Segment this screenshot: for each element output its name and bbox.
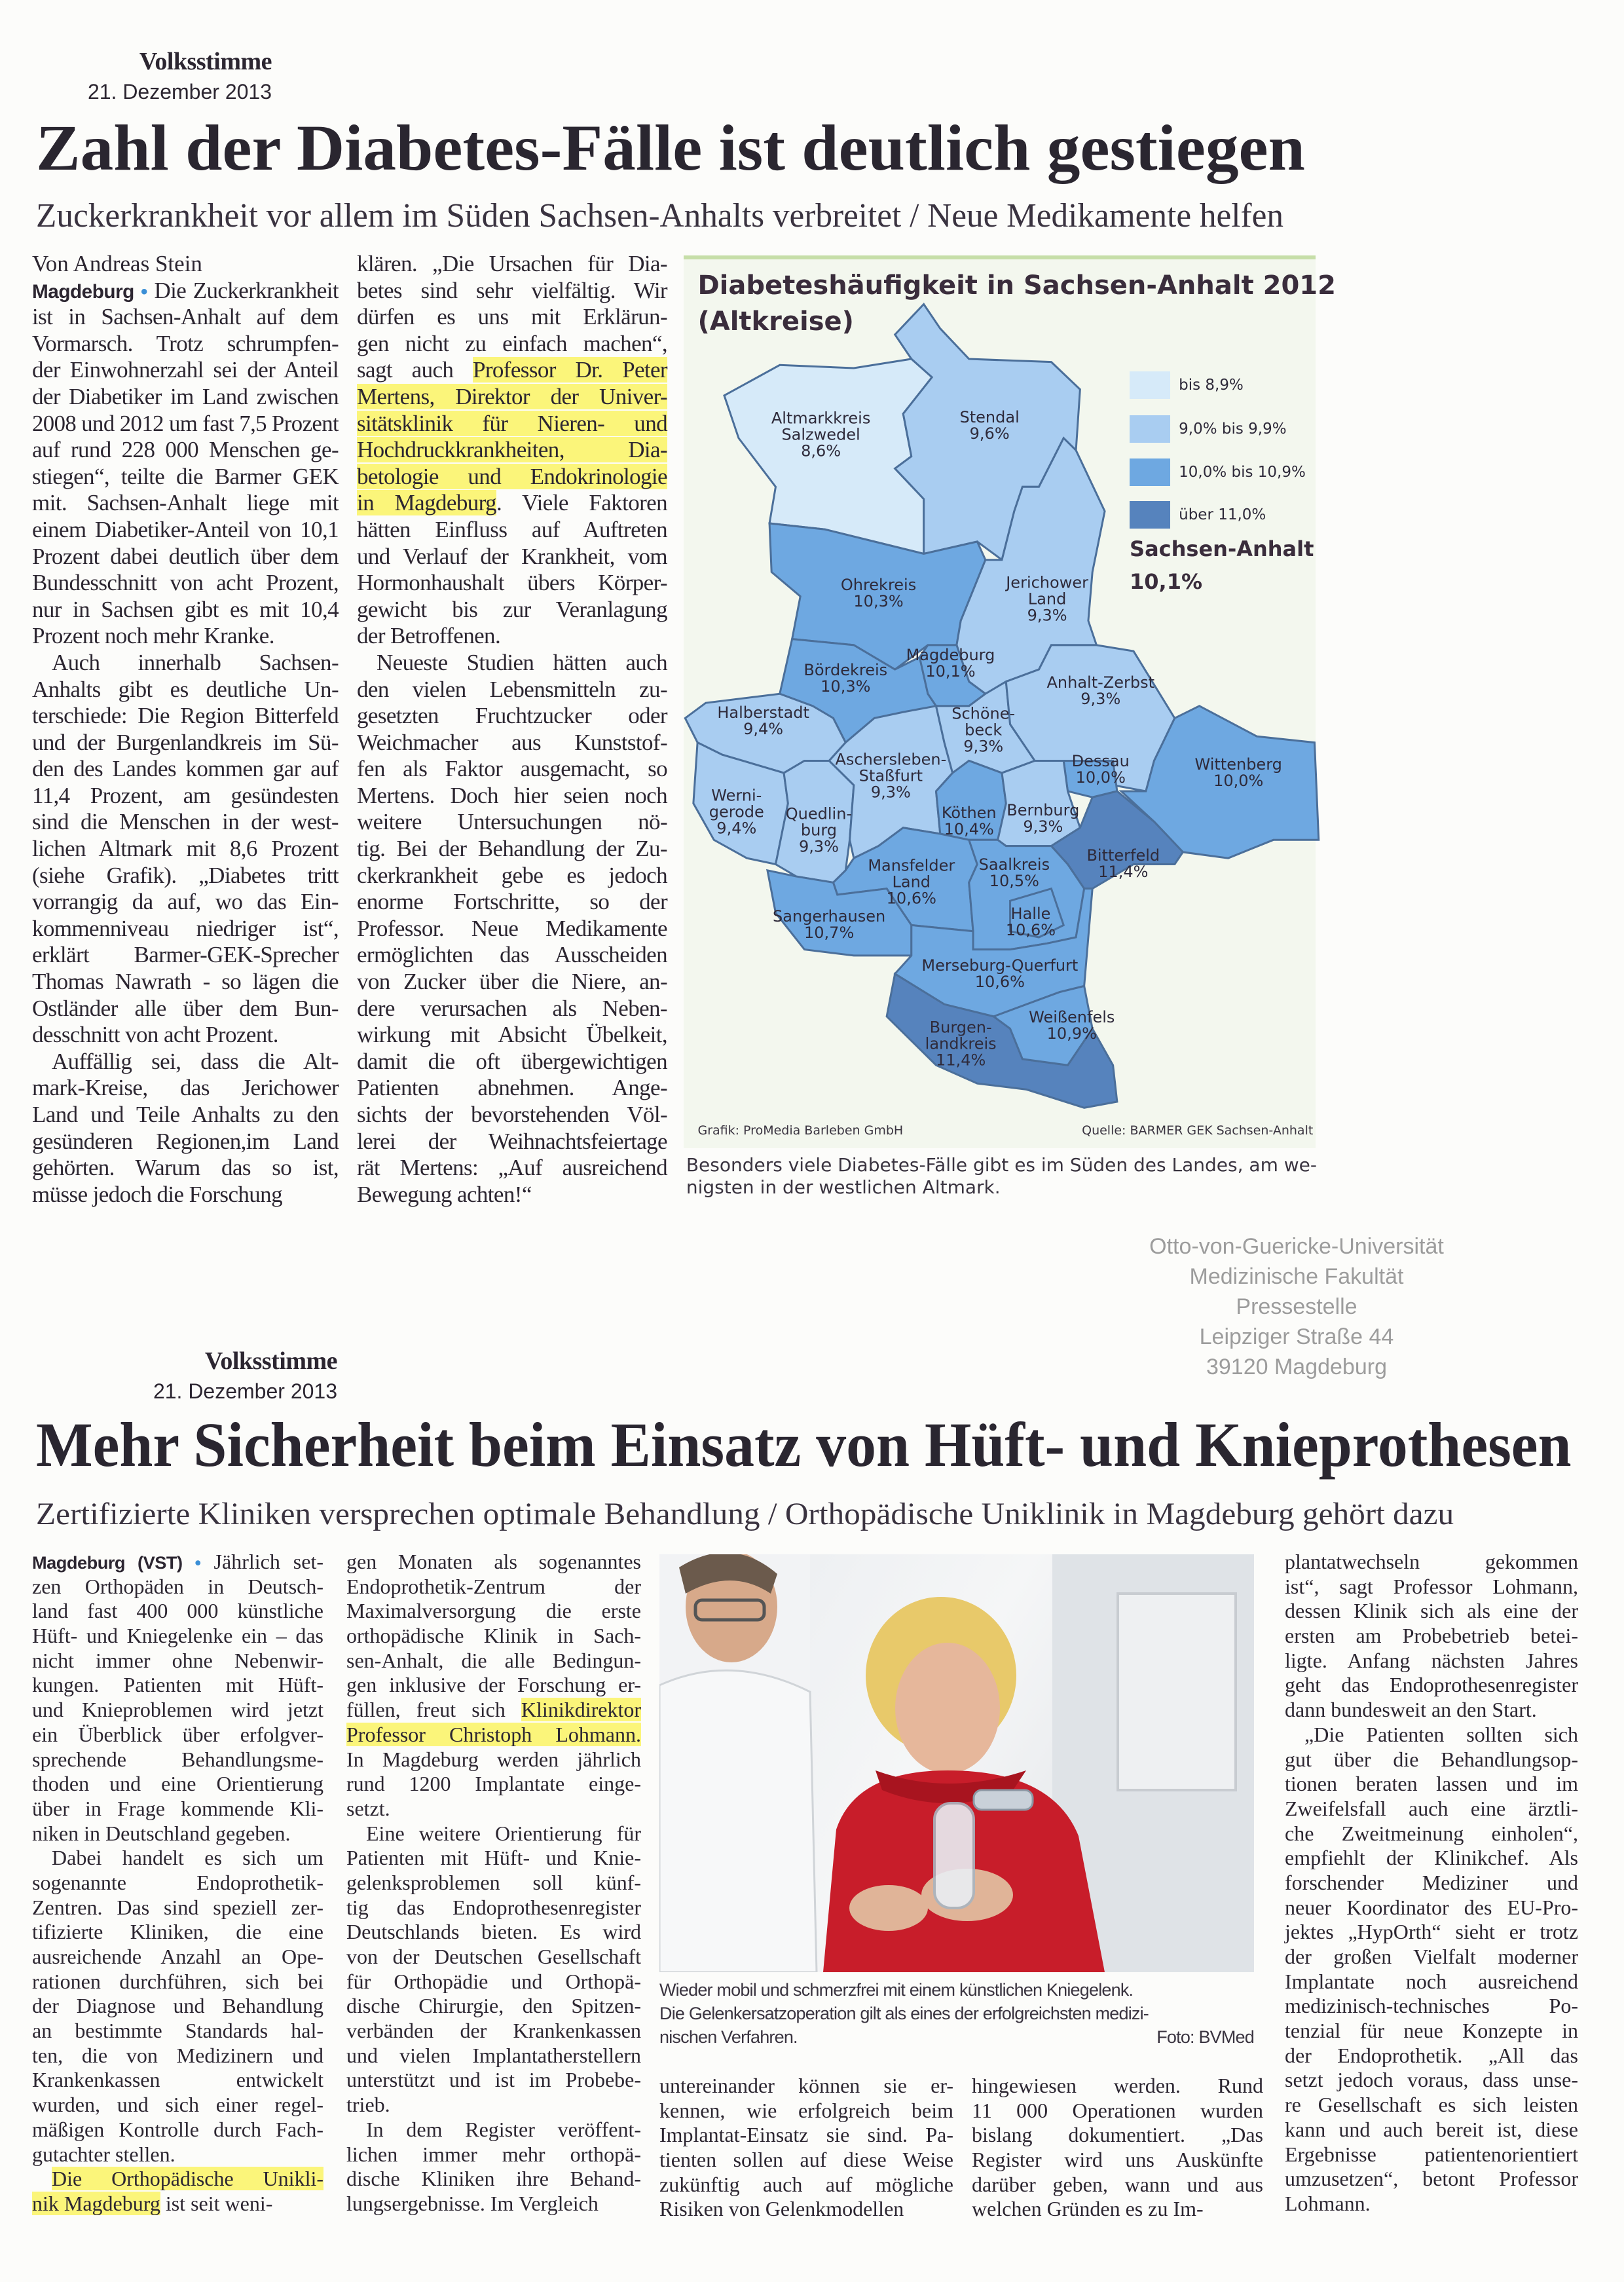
- column-text: [346, 1550, 641, 2217]
- text-line: [346, 1723, 641, 1748]
- text-line: Thomas Nawrath - so lägen die: [32, 969, 339, 995]
- data-source: Quelle: BARMER GEK Sachsen-Anhalt: [1082, 1123, 1314, 1138]
- region-label: [1047, 675, 1155, 707]
- column-text: [659, 2074, 953, 2222]
- region-label: [1006, 906, 1056, 939]
- region-value: 10,4%: [944, 820, 994, 839]
- legend-label: bis 8,9%: [1179, 376, 1244, 394]
- region-name: Köthen: [941, 804, 997, 823]
- text-line: der Betroffenen.: [357, 623, 501, 649]
- text-line: enorme Fortschritte, so der: [357, 889, 667, 915]
- text-line: ist“, sagt Professor Lohmann,: [1285, 1574, 1578, 1598]
- region-value: 10,7%: [804, 924, 855, 943]
- text-line: tienten sollen auf diese Weise: [659, 2148, 953, 2172]
- text-line: ligte. Anfang nächsten Jahres: [1285, 1648, 1578, 1672]
- text-line: sichts der bevorstehenden Völ-: [357, 1102, 667, 1127]
- region-label: [709, 788, 764, 837]
- text-line: kommenniveau niedriger ist“,: [32, 915, 339, 941]
- region-label: [921, 958, 1078, 990]
- region-name: Stendal: [959, 408, 1020, 427]
- headline: Mehr Sicherheit beim Einsatz von Hüft- und Knieprothesen: [36, 1410, 1572, 1480]
- text-line: Lohmann.: [1285, 2191, 1371, 2215]
- text-line: Prozent dabei deutlich über dem: [32, 543, 339, 569]
- text-line: niken in Deutschland gegeben.: [32, 1821, 291, 1845]
- text-line: bislang dokumentiert. „Das: [972, 2123, 1263, 2147]
- text-line: setzt jedoch voraus, dass unse-: [1285, 2068, 1578, 2092]
- highlighted-text: Professor Christoph Lohmann.: [346, 1722, 641, 1746]
- text-line: tig das Endoprothesenregister: [346, 1895, 641, 1919]
- text-line: Auffällig sei, dass die Alt-: [52, 1048, 339, 1074]
- region-value: 11,4%: [1098, 863, 1149, 882]
- text-line: welchen Gründen es zu Im-: [972, 2197, 1204, 2221]
- region-name: Jerichower Land: [1006, 573, 1088, 608]
- text-line: ersten am Probebetrieb betei-: [1285, 1624, 1578, 1648]
- text-line: In dem Register veröffent-: [366, 2117, 641, 2141]
- text-line: von Zucker über die Niere, an-: [357, 969, 667, 995]
- text-line: trieb.: [346, 2093, 390, 2117]
- text-line: hingewiesen werden. Rund: [972, 2074, 1263, 2097]
- region-name: Weißenfels: [1029, 1007, 1115, 1026]
- byline: Von Andreas Stein: [32, 251, 202, 276]
- region-name: Schöne- beck: [951, 704, 1016, 739]
- text-line: gutachter stellen.: [32, 2142, 175, 2166]
- text-line: tenzial für neue Konzepte in: [1285, 2019, 1578, 2043]
- text-line: gen inklusive der Forschung er-: [346, 1673, 641, 1697]
- column-text: [1285, 1550, 1578, 2217]
- text-line: unterstützt und ist im Probebe-: [346, 2068, 641, 2092]
- text-line: der Endoprothetik. „All das: [1285, 2043, 1578, 2067]
- text-line: gehörten. Warum das so ist,: [32, 1155, 339, 1181]
- text-line: dessen Klinik sich als eine der: [1285, 1599, 1578, 1623]
- legend-swatch: [1130, 415, 1171, 443]
- text-line: sagt auch Professor Dr. Peter: [357, 357, 667, 383]
- region-name: Merseburg-Querfurt: [921, 956, 1079, 975]
- subtitle: Zuckerkrankheit vor allem im Süden Sachsen-Anhalts verbreitet / Neue Medikamente helfen: [36, 197, 1283, 234]
- legend-swatch: [1130, 371, 1171, 399]
- text-line: re Gesellschaft es sich leisten: [1285, 2093, 1578, 2117]
- text-line: che Zweitmeinung einholen“,: [1285, 1821, 1578, 1845]
- text-line: von der Deutschen Gesellschaft: [346, 1945, 641, 1968]
- article1-column-1: [32, 251, 339, 1208]
- text-line: gut über die Behandlungsop-: [1285, 1747, 1578, 1771]
- text-line: vorrangig da auf, wo das Ein-: [32, 889, 339, 915]
- text-line: lichen Altmark mit 8,6 Prozent: [32, 836, 339, 862]
- legend-swatch: [1130, 458, 1171, 486]
- text-line: tionen beraten lassen und im: [1285, 1772, 1578, 1796]
- region-value: 10,3%: [853, 591, 904, 610]
- text-line: lungsergebnisse. Im Vergleich: [346, 2191, 599, 2215]
- text-line: sogenannte Endoprothetik-: [32, 1870, 323, 1894]
- text-line: einem Diabetiker-Anteil von 10,1: [32, 516, 339, 542]
- text-line: plantatwechseln gekommen: [1285, 1550, 1578, 1573]
- diabetes-map-graphic: [681, 255, 1336, 1205]
- region-value: 10,3%: [821, 677, 871, 696]
- text-line: der großen Vielfalt moderner: [1285, 1945, 1578, 1968]
- region-value: 10,0%: [1213, 772, 1264, 791]
- text-line: hätten Einfluss auf Auftreten: [357, 516, 667, 542]
- text-line: 2008 und 2012 um fast 7,5 Prozent: [32, 410, 339, 436]
- text-line: mit. Sachsen-Anhalt liege mit: [32, 490, 339, 516]
- text-line: Vormarsch. Trotz schrumpfen-: [32, 330, 339, 356]
- text-line: gesetzten Fruchtzucker oder: [357, 703, 667, 729]
- region-name: Mansfelder Land: [868, 856, 955, 891]
- text-line: gesünderen Regionen,im Land: [32, 1128, 339, 1154]
- text-line: Bewegung achten!“: [357, 1181, 532, 1207]
- state-value: 10,1%: [1130, 569, 1203, 594]
- text-line: lichen immer mehr orthopä-: [346, 2142, 641, 2166]
- region-value: 10,1%: [925, 662, 976, 681]
- photo-illustration: [659, 1554, 1254, 1972]
- legend-label: über 11,0%: [1179, 506, 1266, 523]
- text-line: tig. Bei der Behandlung der Zu-: [357, 836, 667, 862]
- region-value: 10,0%: [1075, 768, 1126, 787]
- region-value: 9,3%: [870, 783, 911, 802]
- text-line: Auch innerhalb Sachsen-: [52, 649, 339, 675]
- text-line: kennen, wie erfolgreich beim: [659, 2098, 953, 2122]
- text-line: ausreichende Anzahl an Ope-: [32, 1945, 323, 1968]
- text-line: In Magdeburg werden jährlich: [346, 1747, 641, 1771]
- text-line: Weichmacher aus Kunststof-: [357, 729, 667, 755]
- region-value: 9,3%: [1027, 606, 1067, 625]
- text-line: Land und Teile Anhalts zu den: [32, 1102, 339, 1127]
- text-line: lerei der Weihnachtsfeiertage: [357, 1128, 667, 1154]
- region-name: Wittenberg: [1194, 755, 1282, 774]
- text-line: dann bundesweit an den Start.: [1285, 1698, 1537, 1722]
- region-label: [868, 858, 955, 907]
- highlighted-text: betologie und Endokrinologie: [357, 463, 667, 489]
- text-line: und der Burgenlandkreis im Sü-: [32, 729, 339, 755]
- text-line: Register wird uns Auskünfte: [972, 2148, 1263, 2172]
- region-value: 8,6%: [801, 441, 841, 460]
- text-line: Hormonhaushalt übers Körper-: [357, 570, 667, 596]
- text-line: ermöglichten das Ausscheiden: [357, 942, 667, 968]
- text-line: Patienten abnehmen. Ange-: [357, 1075, 667, 1101]
- text-line: Magdeburg • Die Zuckerkrankheit: [32, 278, 339, 305]
- text-line: fen als Faktor ausgemacht, so: [357, 756, 667, 782]
- legend-swatch: [1130, 501, 1171, 529]
- text-line: und Verlauf der Krankheit, vom: [357, 543, 667, 569]
- legend-label: 9,0% bis 9,9%: [1179, 420, 1287, 438]
- stamp-line: Medizinische Fakultät: [1189, 1264, 1404, 1289]
- text-line: wirkung mit Absicht Übelkeit,: [357, 1022, 667, 1048]
- highlighted-text: Klinikdirektor: [521, 1698, 641, 1722]
- text-line: Professor. Neue Medikamente: [357, 915, 667, 941]
- subtitle: Zertifizierte Kliniken versprechen optimale Behandlung / Orthopädische Uniklinik in Magdeburg gehört dazu: [36, 1497, 1454, 1531]
- region-label: [906, 647, 995, 680]
- region-name: Dessau: [1071, 752, 1130, 771]
- stamp-line: Otto-von-Guericke-Universität: [1149, 1234, 1444, 1259]
- highlighted-text: Mertens, Direktor der Univer-: [357, 383, 667, 409]
- text-line: dere verursachen als Neben-: [357, 995, 667, 1021]
- highlighted-text: nik Magdeburg: [32, 2191, 160, 2215]
- stamp-line: Leipziger Straße 44: [1199, 1324, 1394, 1349]
- text-line: Eine weitere Orientierung für: [366, 1821, 641, 1845]
- text-line: Anhalts gibt es deutliche Un-: [32, 676, 339, 702]
- text-line: [32, 2167, 323, 2192]
- region-label: [951, 706, 1015, 755]
- highlighted-text: in Magdeburg: [357, 490, 496, 516]
- region-name: Bernburg: [1006, 800, 1080, 819]
- text-line: medizinisch-technisches Po-: [1285, 1994, 1578, 2018]
- column-text: [972, 2074, 1263, 2222]
- region-label: [771, 411, 871, 460]
- text-line: 11,4 Prozent, am gesündesten: [32, 782, 339, 808]
- text-line: umzusetzen“, betont Professor: [1285, 2167, 1578, 2191]
- text-line: müsse jedoch die Forschung: [32, 1181, 282, 1207]
- text-line: über in Frage kommende Kli-: [32, 1796, 323, 1820]
- article2-column-2: [346, 1550, 641, 2217]
- text-line: kungen. Patienten mit Hüft-: [32, 1673, 323, 1697]
- text-line: Patienten mit Hüft- und Knie-: [346, 1846, 641, 1870]
- text-line: darüber geben, wann und aus: [972, 2172, 1263, 2196]
- text-line: dische Kliniken ihre Behand-: [346, 2167, 641, 2191]
- region-value: 9,3%: [1023, 817, 1063, 836]
- region-label: [1006, 802, 1079, 835]
- region-value: 10,6%: [974, 972, 1025, 991]
- text-line: Ergebnisse patientenorientiert: [1285, 2142, 1578, 2166]
- region-label: [717, 705, 809, 738]
- text-line: desschnitt von acht Prozent.: [32, 1022, 278, 1048]
- highlighted-text: Professor Dr. Peter: [472, 357, 667, 383]
- newspaper-name: Volksstimme: [204, 1347, 337, 1375]
- region-name: Burgen- landkreis: [925, 1018, 997, 1053]
- column-text: [357, 251, 667, 1208]
- text-line: setzt.: [346, 1796, 390, 1820]
- text-line: jektes „HypOrth“ sieht er trotz: [1285, 1920, 1578, 1944]
- text-line: für Orthopädie und Orthopä-: [346, 1969, 641, 1993]
- text-line: ckerkrankheit gebe es jedoch: [357, 862, 667, 888]
- text-line: an bestimmte Standards hal-: [32, 2019, 323, 2043]
- region-label: [786, 806, 852, 855]
- text-line: rät Mertens: „Auf ausreichend: [357, 1155, 667, 1181]
- text-line: gelenksproblemen soll künf-: [346, 1870, 641, 1894]
- region-label: [1006, 575, 1088, 624]
- region-name: Altmarkkreis Salzwedel: [771, 409, 871, 444]
- press-office-stamp: [1113, 1231, 1480, 1382]
- text-line: sind die Menschen in der west-: [32, 809, 339, 835]
- text-line: nicht immer ohne Nebenwir-: [32, 1648, 323, 1672]
- article2-column-5: [1285, 1550, 1578, 2217]
- text-line: zen Orthopäden in Deutsch-: [32, 1574, 323, 1598]
- region-value: 10,5%: [989, 872, 1039, 891]
- region-label: [942, 805, 997, 838]
- photo-credit: Foto: BVMed: [1156, 2027, 1254, 2047]
- newspaper-name: Volksstimme: [139, 48, 272, 75]
- region-value: 10,9%: [1046, 1024, 1097, 1043]
- highlighted-text: sitätsklinik für Nieren- und: [357, 410, 667, 436]
- article2-column-3: [659, 2074, 953, 2222]
- text-line: ein Überblick über erfolgver-: [32, 1722, 323, 1746]
- column-text: [32, 1550, 323, 2217]
- text-line: Bundesschnitt von acht Prozent,: [32, 570, 339, 596]
- text-line: rationen durchführen, sich bei: [32, 1969, 323, 1993]
- text-line: in Magdeburg. Viele Faktoren: [357, 490, 667, 516]
- headline: Zahl der Diabetes-Fälle ist deutlich gestiegen: [36, 111, 1305, 184]
- text-line: gen Monaten als sogenanntes: [346, 1550, 641, 1573]
- region-name: Bördekreis: [803, 660, 888, 679]
- article-date: 21. Dezember 2013: [87, 80, 272, 103]
- region-name: Magdeburg: [906, 645, 995, 664]
- text-line: [357, 384, 667, 411]
- text-line: sprechende Behandlungsme-: [32, 1747, 323, 1771]
- text-line: orthopädische Klinik in Sach-: [346, 1624, 641, 1648]
- stamp-line: 39120 Magdeburg: [1206, 1355, 1387, 1379]
- text-line: und Knieproblemen wird jetzt: [32, 1698, 323, 1722]
- article-date: 21. Dezember 2013: [153, 1379, 337, 1403]
- article1-column-2: [357, 251, 667, 1208]
- text-line: [357, 437, 667, 464]
- map-subtitle: (Altkreise): [697, 307, 854, 337]
- region-value: 10,6%: [886, 889, 936, 908]
- map-caption: Besonders viele Diabetes-Fälle gibt es im Süden des Landes, am we- nigsten in der westlichen Altmark.: [686, 1153, 1317, 1198]
- highlighted-text: Die Orthopädische Unikli-: [52, 2167, 323, 2191]
- region-name: Bitterfeld: [1086, 846, 1160, 865]
- highlighted-text: Hochdruckkrankheiten, Dia-: [357, 437, 667, 463]
- photo-knee-implant: [659, 1554, 1254, 1972]
- text-line: klären. „Die Ursachen für Dia-: [357, 251, 667, 276]
- region-label: [979, 857, 1050, 889]
- legend-label: 10,0% bis 10,9%: [1179, 463, 1306, 481]
- text-line: dische Chirurgie, den Spitzen-: [346, 1994, 641, 2018]
- text-line: Risiken von Gelenkmodellen: [659, 2197, 904, 2221]
- region-name: Aschersleben- Staßfurt: [835, 750, 947, 785]
- text-line: rund 1200 Implantate einge-: [346, 1772, 641, 1796]
- region-name: Halle: [1010, 904, 1051, 923]
- text-line: nur in Sachsen gibt es mit 10,4: [32, 596, 339, 622]
- text-line: der Diagnose und Behandlung: [32, 1994, 323, 2018]
- text-line: tifizierte Kliniken, die eine: [32, 1920, 323, 1944]
- text-line: Zentren. Das sind speziell zer-: [32, 1895, 323, 1919]
- text-line: stiegen“, teilte die Barmer GEK: [32, 463, 339, 489]
- text-line: Zweifelsfall auch eine ärztli-: [1285, 1796, 1578, 1820]
- region-label: [925, 1019, 997, 1068]
- text-line: und vielen Implantatherstellern: [346, 2043, 641, 2067]
- text-line: gen nicht zu einfach machen“,: [357, 330, 667, 356]
- text-line: auf rund 228 000 Menschen ge-: [32, 437, 339, 463]
- text-line: den des Landes kommen gar auf: [32, 756, 339, 782]
- region-name: Anhalt-Zerbst: [1046, 673, 1155, 692]
- dateline: Magdeburg (VST) •: [32, 1552, 201, 1573]
- region-value: 9,3%: [963, 737, 1004, 756]
- text-line: (siehe Grafik). „Diabetes tritt: [32, 862, 339, 888]
- region-name: Ohrekreis: [840, 575, 917, 594]
- text-line: neuer Koordinator des EU-Pro-: [1285, 1895, 1578, 1919]
- text-line: nik Magdeburg ist seit weni-: [32, 2191, 273, 2215]
- text-line: Krankenkassen entwickelt: [32, 2068, 323, 2092]
- text-line: Dabei handelt es sich um: [52, 1846, 323, 1870]
- text-line: „Die Patienten sollten sich: [1304, 1722, 1578, 1746]
- text-line: Mertens. Doch hier seien noch: [357, 782, 667, 808]
- article2-column-1: [32, 1550, 323, 2217]
- region-label: [1086, 848, 1160, 880]
- region-name: Werni- gerode: [709, 786, 764, 821]
- region-label: [1072, 753, 1130, 786]
- map-title: Diabeteshäufigkeit in Sachsen-Anhalt 2012: [697, 271, 1336, 301]
- text-line: weitere Untersuchungen nö-: [357, 809, 667, 835]
- text-line: Implantat-Einsatz sie sind. Pa-: [659, 2123, 953, 2147]
- text-line: verbänden der Krankenkassen: [346, 2019, 641, 2043]
- column-text: [32, 278, 339, 1208]
- region-label: [1195, 757, 1282, 789]
- text-line: mäßigen Kontrolle durch Fach-: [32, 2117, 323, 2141]
- dateline: Magdeburg •: [32, 281, 147, 303]
- region-value: 9,4%: [743, 720, 784, 739]
- text-line: untereinander können sie er-: [659, 2074, 953, 2097]
- region-label: [803, 662, 887, 695]
- text-line: thoden und eine Orientierung: [32, 1772, 323, 1796]
- region-label: [960, 409, 1020, 442]
- text-line: geht das Endoprothesenregister: [1285, 1673, 1578, 1697]
- region-value: 10,6%: [1005, 920, 1056, 939]
- region-value: 9,4%: [716, 819, 757, 838]
- region-name: Halberstadt: [717, 703, 809, 722]
- text-line: Magdeburg (VST) • Jährlich set-: [32, 1550, 323, 1575]
- text-line: dürfen es uns mit Erklärun-: [357, 304, 667, 330]
- state-name: Sachsen-Anhalt: [1130, 536, 1314, 562]
- text-line: Neueste Studien hätten auch: [377, 649, 667, 675]
- text-line: Ostländer alle über dem Bun-: [32, 995, 339, 1021]
- text-line: der Diabetiker im Land zwischen: [32, 383, 339, 409]
- text-line: kann und auch bereit ist, diese: [1285, 2117, 1578, 2141]
- text-line: land fast 400 000 künstliche: [32, 1599, 323, 1623]
- text-line: damit die oft übergewichtigen: [357, 1048, 667, 1074]
- text-line: [357, 464, 667, 491]
- text-line: mark-Kreise, das Jerichower: [32, 1075, 339, 1101]
- region-label: [835, 751, 946, 800]
- region-value: 9,6%: [969, 424, 1010, 443]
- region-value: 11,4%: [936, 1051, 986, 1070]
- text-line: Maximalversorgung die erste: [346, 1599, 641, 1623]
- text-line: ist in Sachsen-Anhalt auf dem: [32, 304, 339, 330]
- photo-caption: Wieder mobil und schmerzfrei mit einem künstlichen Kniegelenk. Die Gelenkersatzoperation gilt als eines der erfolgreichsten medizi- nischen Verfahren.: [659, 1980, 1149, 2047]
- text-line: den vielen Lebensmitteln zu-: [357, 676, 667, 702]
- text-line: zukünftig auch auf mögliche: [659, 2172, 953, 2196]
- text-line: betes sind sehr vielfältig. Wir: [357, 277, 667, 303]
- text-line: 11 000 Operationen wurden: [972, 2098, 1263, 2122]
- article2-column-4: [972, 2074, 1263, 2222]
- text-line: Deutschlands bieten. Es wird: [346, 1920, 641, 1944]
- text-line: Prozent noch mehr Kranke.: [32, 623, 274, 649]
- region-name: Quedlin- burg: [785, 804, 853, 840]
- region-label: [773, 908, 885, 941]
- text-line: sen-Anhalt, die alle Bedingun-: [346, 1648, 641, 1672]
- region-name: Saalkreis: [978, 855, 1050, 874]
- graphic-credit: Grafik: ProMedia Barleben GmbH: [697, 1123, 904, 1138]
- text-line: Endoprothetik-Zentrum der: [346, 1574, 641, 1598]
- region-label: [841, 577, 916, 610]
- text-line: forschender Mediziner und: [1285, 1870, 1578, 1894]
- text-line: empfiehlt der Klinikchef. Als: [1285, 1846, 1578, 1870]
- text-line: Hüft- und Kniegelenke ein – das: [32, 1624, 323, 1648]
- text-line: [357, 411, 667, 438]
- region-name: Sangerhausen: [773, 907, 886, 926]
- region-value: 9,3%: [1080, 689, 1121, 708]
- region-label: [1029, 1009, 1115, 1042]
- text-line: erklärt Barmer-GEK-Sprecher: [32, 942, 339, 968]
- region-value: 9,3%: [798, 837, 839, 856]
- text-line: ten, die von Medizinern und: [32, 2043, 323, 2067]
- text-line: terschiede: Die Region Bitterfeld: [32, 703, 339, 729]
- text-line: gewicht bis zur Veranlagung: [357, 596, 667, 622]
- text-line: füllen, freut sich Klinikdirektor: [346, 1698, 641, 1722]
- text-line: Implantate noch ausreichend: [1285, 1969, 1578, 1993]
- text-line: der Einwohnerzahl sei der Anteil: [32, 357, 339, 383]
- stamp-line: Pressestelle: [1236, 1294, 1357, 1319]
- text-line: wurden, und sich einer regel-: [32, 2093, 323, 2117]
